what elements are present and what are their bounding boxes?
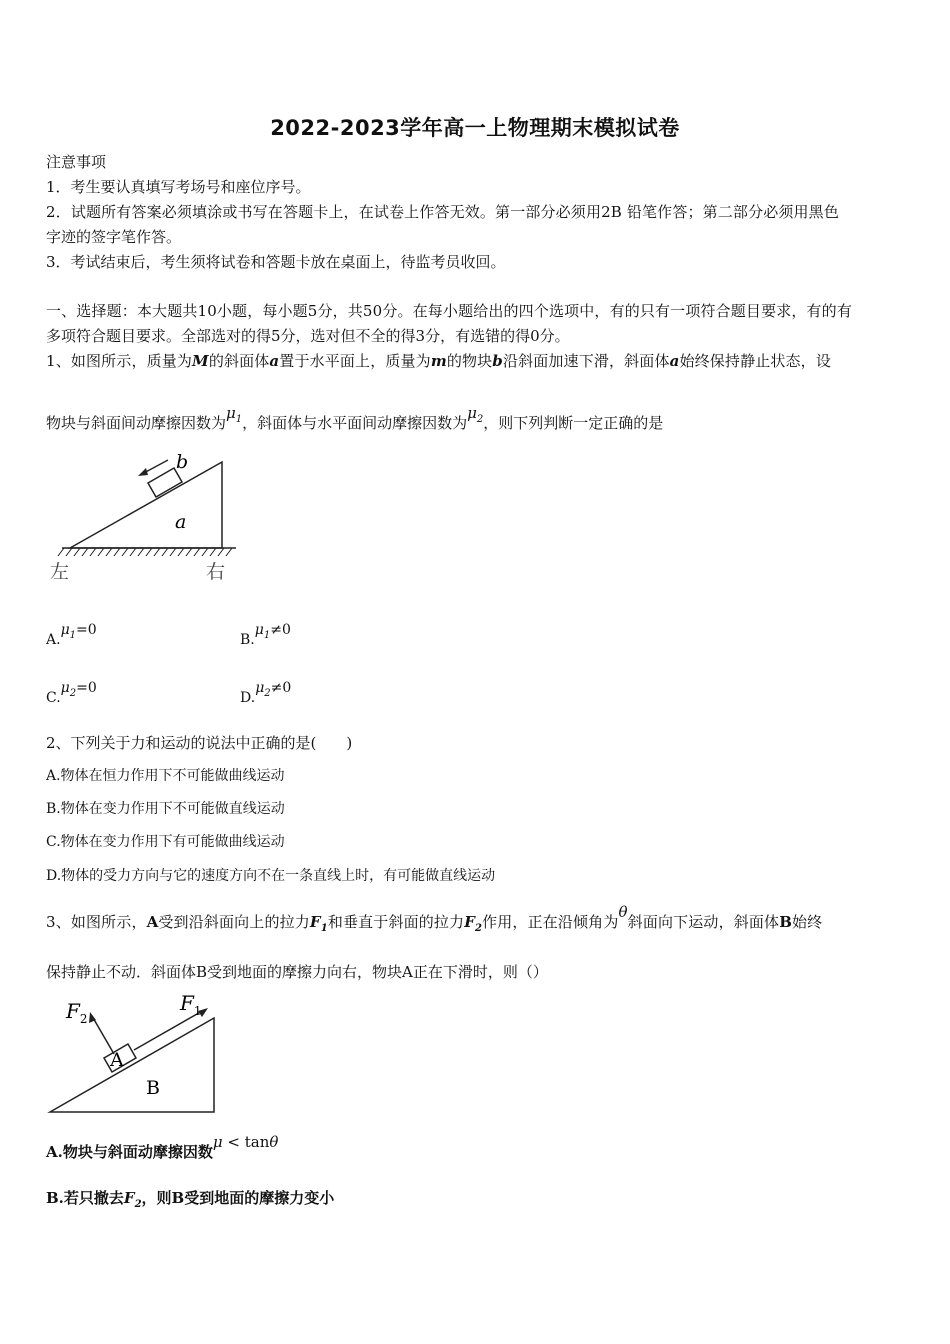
option-letter: B. [240, 632, 255, 648]
option-formula [213, 1133, 279, 1151]
option-formula [60, 680, 97, 699]
q3-stem-text: 作用，正在沿倾角为 [482, 913, 619, 931]
q3-stem-line2: 保持静止不动．斜面体B受到地面的摩擦力向右，物块A正在下滑时，则（） [46, 963, 548, 981]
option-letter: A. [46, 632, 61, 648]
notice-item-2: 2．试题所有答案必须填涂或书写在答题卡上，在试卷上作答无效。第一部分必须用2B 铅笔作答；第二部分必须用黑色 [46, 203, 839, 221]
label-A: A [110, 1049, 124, 1071]
q1-stem-line2 [46, 404, 664, 440]
mu-symbol: μ [467, 404, 477, 422]
force-symbol: F [464, 913, 476, 931]
force-symbol: F [123, 1189, 135, 1207]
q3-F2 [464, 913, 483, 934]
incline-B [50, 1018, 214, 1112]
notice-heading: 注意事项 [46, 153, 107, 171]
label-B: B [146, 1077, 160, 1099]
q1-stem-line1 [46, 351, 908, 371]
notice-item-3: 3．考试结束后，考生须将试卷和答题卡放在桌面上，待监考员收回。 [46, 253, 506, 271]
ground-hatching [58, 548, 232, 556]
q1-stem-text: 1、如图所示，质量为 [46, 352, 193, 370]
q1-mu2 [467, 404, 484, 425]
q2-stem: 2、下列关于力和运动的说法中正确的是( ) [46, 734, 353, 752]
q2-option-c[interactable]: C.物体在变力作用下有可能做曲线运动 [46, 834, 285, 850]
mu-subscript: 2 [69, 687, 77, 699]
relation: ≠0 [270, 622, 291, 638]
q3-label-B: B [779, 913, 793, 931]
notice-item-2-cont: 字迹的签字笔作答。 [46, 228, 182, 246]
q1-mass-m: m [430, 352, 447, 370]
q2-option-a[interactable]: A.物体在恒力作用下不可能做曲线运动 [46, 768, 285, 784]
mu-subscript: 1 [235, 414, 243, 425]
q1-stem-text: ，则下列判断一定正确的是 [483, 414, 664, 432]
q1-stem-text: ，斜面体与水平面间动摩擦因数为 [242, 414, 468, 432]
q1-stem-text: 始终保持静止状态，设 [679, 352, 831, 370]
relation: =0 [76, 622, 97, 638]
label-a: a [175, 511, 187, 533]
q1-label-a: a [269, 352, 280, 370]
theta-symbol: θ [269, 1133, 279, 1151]
option-formula [60, 622, 97, 641]
mu-subscript: 2 [476, 414, 484, 425]
mu-subscript: 2 [264, 687, 271, 699]
q3-option-a[interactable] [46, 1133, 279, 1162]
q1-option-a[interactable] [46, 622, 97, 656]
label-F1: $F_1$ [180, 992, 202, 1018]
section-intro-line2: 多项符合题目要求。全部选对的得5分，选对但不全的得3分，有选错的得0分。 [46, 327, 570, 345]
force-subscript: 2 [475, 923, 483, 934]
q3-option-b[interactable] [46, 1188, 334, 1215]
option-letter: D. [240, 690, 256, 706]
mu-subscript: 1 [69, 629, 77, 641]
force-F2 [123, 1189, 142, 1210]
q3-stem-text: 受到沿斜面向上的拉力 [158, 913, 310, 931]
q1-stem-text: 置于水平面上，质量为 [279, 352, 431, 370]
q1-incline-figure [40, 450, 250, 590]
q3-stem-line1 [46, 903, 908, 939]
q2-option-b[interactable]: B.物体在变力作用下不可能做直线运动 [46, 801, 285, 817]
q3-stem-text: 和垂直于斜面的拉力 [327, 913, 465, 931]
mu-subscript: 1 [263, 629, 271, 641]
q1-option-c[interactable] [46, 680, 97, 714]
q1-stem-text: 的物块 [446, 352, 493, 370]
option-text: B.若只撤去 [46, 1189, 124, 1207]
q2-option-d[interactable]: D.物体的受力方向与它的速度方向不在一条直线上时，有可能做直线运动 [46, 868, 496, 884]
page-title: 2022-2023学年高一上物理期末模拟试卷 [270, 116, 680, 140]
label-b: b [176, 451, 189, 473]
relation: < tan [222, 1133, 270, 1151]
mu-symbol: μ [226, 404, 236, 422]
q1-stem-text: 的斜面体 [208, 352, 270, 370]
q3-stem-text: 始终 [792, 913, 823, 931]
relation: =0 [76, 680, 97, 696]
mu-symbol: μ [255, 680, 265, 696]
mu-symbol: μ [60, 622, 70, 638]
q1-stem-text: 物块与斜面间动摩擦因数为 [46, 414, 227, 432]
q1-label-b: b [492, 352, 503, 370]
q1-mass-M: M [192, 352, 209, 370]
label-left: 左 [50, 561, 70, 583]
q1-option-d[interactable] [240, 680, 292, 714]
label-right: 右 [206, 561, 226, 583]
relation: ≠0 [270, 680, 292, 696]
mu-symbol: μ [254, 622, 264, 638]
section-intro-line1: 一、选择题：本大题共10小题，每小题5分，共50分。在每小题给出的四个选项中，有的只有一项符合题目要求，有的有 [46, 302, 852, 320]
option-text: A.物块与斜面动摩擦因数 [46, 1143, 213, 1161]
q3-F1 [309, 913, 328, 934]
q1-stem-text: 沿斜面加速下滑，斜面体 [502, 352, 670, 370]
force-subscript: 1 [320, 923, 328, 934]
q1-label-a: a [669, 352, 680, 370]
mu-symbol: μ [212, 1133, 223, 1151]
q1-mu1 [226, 404, 243, 425]
q3-stem-text: 3、如图所示， [46, 913, 147, 931]
q3-label-A: A [146, 913, 159, 931]
mu-symbol: μ [60, 680, 70, 696]
option-letter: C. [46, 690, 61, 706]
option-text: ，则B受到地面的摩擦力变小 [141, 1189, 335, 1207]
q3-incline-figure [44, 992, 224, 1118]
arrow-head [138, 468, 148, 476]
option-formula [254, 622, 291, 641]
force-symbol: F [309, 913, 321, 931]
label-F2: $F_2$ [66, 999, 88, 1026]
q3-stem-text: 斜面向下运动，斜面体 [627, 913, 780, 931]
option-formula [255, 680, 292, 699]
force-subscript: 2 [134, 1199, 142, 1210]
q1-option-b[interactable] [240, 622, 291, 656]
notice-item-1: 1．考生要认真填写考场号和座位序号。 [46, 178, 311, 196]
q3-theta: θ [618, 903, 628, 921]
